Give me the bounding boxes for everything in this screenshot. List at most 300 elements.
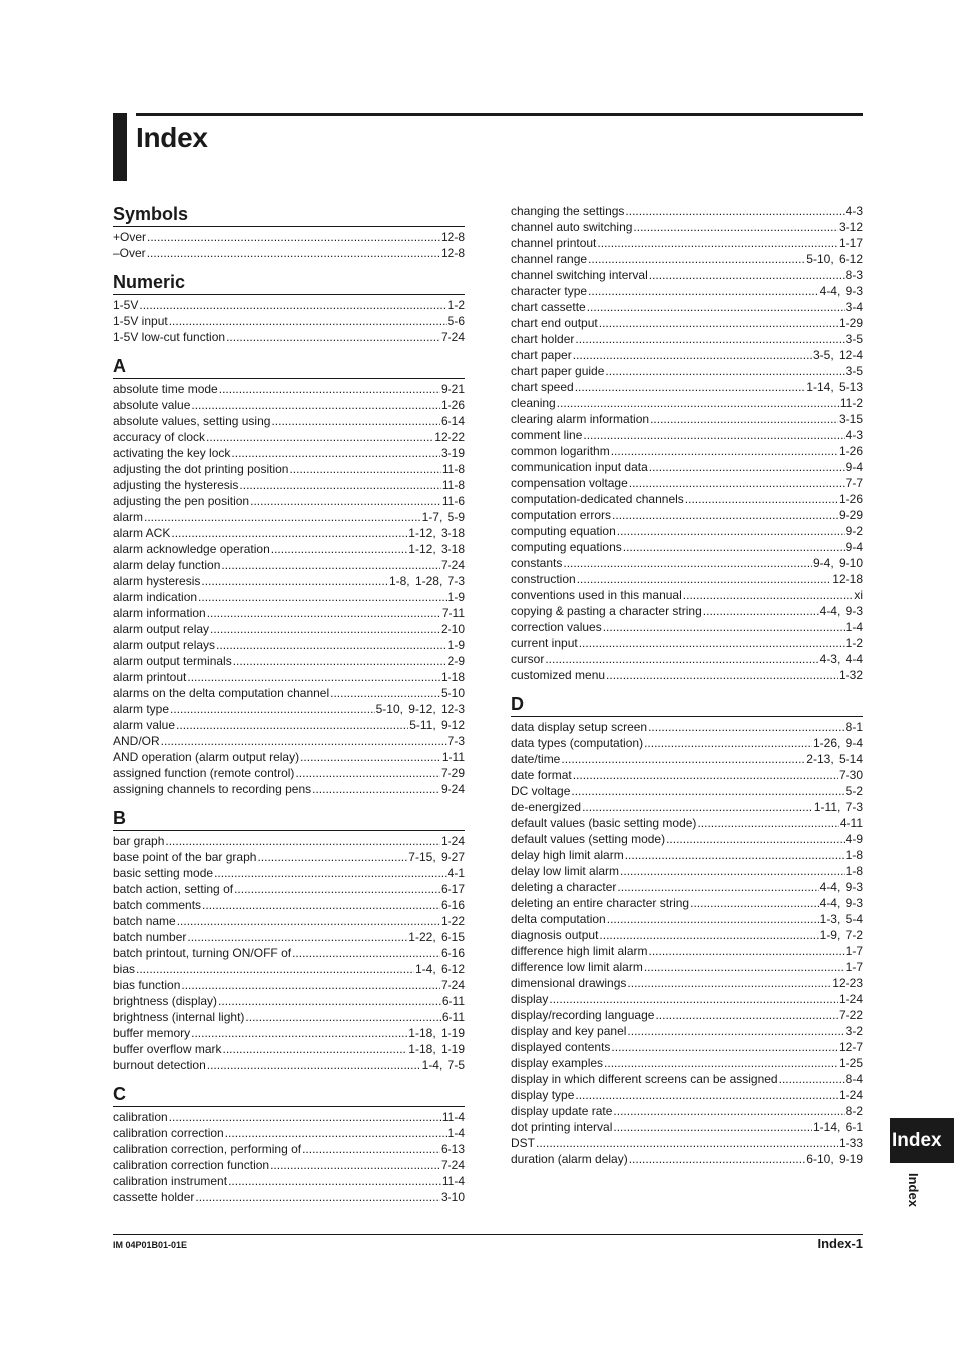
dot-leader [231, 445, 440, 461]
entry-pages[interactable]: 1-4 [845, 620, 863, 634]
entry-pages[interactable]: 7-15, 9-27 [408, 850, 465, 864]
entry-pages[interactable]: 1-9 [447, 590, 465, 604]
index-entry [113, 229, 465, 245]
dot-leader [625, 203, 844, 219]
index-entry [511, 815, 863, 831]
entry-pages[interactable]: 1-26 [440, 398, 465, 412]
index-column-left [113, 203, 465, 1215]
entry-term: alarm output relay [113, 622, 210, 636]
entry-pages[interactable]: 6-13 [440, 1142, 465, 1156]
entry-pages[interactable]: 3-5 [845, 364, 863, 378]
index-entry [511, 879, 863, 895]
entry-pages[interactable]: 7-24 [440, 1158, 465, 1172]
entry-pages[interactable]: 3-12 [838, 220, 863, 234]
dot-leader [302, 1141, 440, 1157]
dot-leader [226, 329, 440, 345]
index-entry [511, 427, 863, 443]
entry-pages[interactable]: 7-29 [440, 766, 465, 780]
entry-pages[interactable]: 1-14, 6-1 [812, 1120, 863, 1134]
entry-pages[interactable]: 1-8, 1-28, 7-3 [388, 574, 465, 588]
dot-leader [219, 381, 440, 397]
index-entry [511, 831, 863, 847]
index-entry [511, 911, 863, 927]
index-entry [511, 619, 863, 635]
entry-term: buffer overflow mark [113, 1042, 222, 1056]
entry-term: adjusting the pen position [113, 494, 250, 508]
entry-pages[interactable]: 1-9, 7-2 [819, 928, 863, 942]
index-entry [511, 475, 863, 491]
index-entry [113, 765, 465, 781]
entry-pages[interactable]: 6-16 [440, 898, 465, 912]
dot-leader [583, 427, 844, 443]
entry-pages[interactable]: 2-13, 5-14 [806, 752, 863, 766]
entry-term: bar graph [113, 834, 165, 848]
entry-pages[interactable]: 4-4, 9-3 [819, 896, 863, 910]
index-entry [511, 959, 863, 975]
entry-pages[interactable]: 11-8 [441, 478, 465, 492]
entry-pages[interactable]: 6-11 [441, 1010, 465, 1024]
title-bar-marker [113, 113, 127, 181]
dot-leader [606, 667, 838, 683]
entry-pages[interactable]: 3-10 [440, 1190, 465, 1204]
index-entry [113, 1141, 465, 1157]
index-entry [113, 477, 465, 493]
index-entry [511, 943, 863, 959]
index-entry [511, 267, 863, 283]
entry-pages[interactable]: 8-3 [845, 268, 863, 282]
index-tab[interactable]: Index [890, 1118, 954, 1163]
dot-leader [629, 475, 845, 491]
entry-pages[interactable]: 9-29 [838, 508, 863, 522]
entry-term: adjusting the hysteresis [113, 478, 239, 492]
index-group [511, 203, 863, 683]
entry-term: batch printout, turning ON/OFF of [113, 946, 292, 960]
entry-term: delay low limit alarm [511, 864, 620, 878]
index-entry [113, 621, 465, 637]
dot-leader [207, 605, 441, 621]
entry-term: deleting an entire character string [511, 896, 690, 910]
entry-term: dimensional drawings [511, 976, 627, 990]
entry-term: absolute value [113, 398, 191, 412]
entry-pages[interactable]: 1-18, 1-19 [408, 1026, 465, 1040]
dot-leader [295, 765, 440, 781]
entry-pages[interactable]: 12-22 [434, 430, 465, 444]
dot-leader [225, 1125, 447, 1141]
entry-term: calibration correction, performing of [113, 1142, 302, 1156]
entry-pages[interactable]: 9-21 [440, 382, 465, 396]
entry-term: –Over [113, 246, 146, 260]
dot-leader [685, 491, 838, 507]
index-entry [511, 331, 863, 347]
entry-term: computing equation [511, 524, 616, 538]
dot-leader [650, 411, 838, 427]
index-entry [113, 573, 465, 589]
entry-term: displayed contents [511, 1040, 611, 1054]
entry-pages[interactable]: 8-1 [845, 720, 863, 734]
entry-pages[interactable]: 1-32 [838, 668, 863, 682]
dot-leader [613, 1119, 812, 1135]
entry-pages[interactable]: 12-18 [832, 572, 863, 586]
index-entry [113, 1189, 465, 1205]
entry-pages[interactable]: 1-2 [447, 298, 465, 312]
dot-leader [603, 619, 845, 635]
entry-pages[interactable]: 1-24 [838, 1088, 863, 1102]
entry-pages[interactable]: 3-4 [845, 300, 863, 314]
index-group [113, 807, 465, 1073]
entry-pages[interactable]: 5-2 [845, 784, 863, 798]
entry-pages[interactable]: 4-1 [447, 866, 465, 880]
entry-pages[interactable]: 5-11, 9-12 [409, 718, 465, 732]
dot-leader [612, 507, 838, 523]
section-heading: A [113, 355, 465, 379]
footer-page-number: Index-1 [817, 1236, 863, 1251]
dot-leader [191, 1025, 407, 1041]
entry-term: display type [511, 1088, 575, 1102]
entry-pages[interactable]: 12-7 [838, 1040, 863, 1054]
index-entry [511, 555, 863, 571]
entry-pages[interactable]: 3-5, 12-4 [812, 348, 863, 362]
index-entry [113, 525, 465, 541]
entry-pages[interactable]: 7-11 [441, 606, 465, 620]
entry-pages[interactable]: 5-10, 6-12 [806, 252, 863, 266]
entry-pages[interactable]: 1-4 [447, 1126, 465, 1140]
entry-pages[interactable]: 5-10 [440, 686, 465, 700]
index-entry [113, 541, 465, 557]
entry-pages[interactable]: 6-17 [440, 882, 465, 896]
dot-leader [218, 993, 441, 1009]
entry-pages[interactable]: 11-2 [839, 396, 863, 410]
entry-pages[interactable]: 3-2 [845, 1024, 863, 1038]
entry-pages[interactable]: 12-23 [832, 976, 863, 990]
index-entry [511, 571, 863, 587]
entry-pages[interactable]: 7-24 [440, 978, 465, 992]
index-column-right [511, 203, 863, 1177]
dot-leader [587, 299, 845, 315]
entry-term: alarm value [113, 718, 176, 732]
index-entry [511, 1007, 863, 1023]
entry-pages[interactable]: 12-8 [440, 246, 465, 260]
index-entry [113, 1157, 465, 1173]
entry-pages[interactable]: 1-33 [838, 1136, 863, 1150]
entry-pages[interactable]: 1-29 [838, 316, 863, 330]
entry-term: alarm ACK [113, 526, 171, 540]
entry-term: chart paper [511, 348, 572, 362]
entry-pages[interactable]: 4-11 [839, 816, 863, 830]
dot-leader [234, 881, 440, 897]
index-entry [113, 865, 465, 881]
dot-leader [561, 751, 805, 767]
entry-term: alarm output terminals [113, 654, 232, 668]
index-group [511, 693, 863, 1167]
dot-leader [257, 849, 407, 865]
entry-pages[interactable]: 1-17 [838, 236, 863, 250]
entry-pages[interactable]: 4-4, 9-3 [819, 604, 863, 618]
entry-pages[interactable]: 1-25 [838, 1056, 863, 1070]
entry-term: cassette holder [113, 1190, 195, 1204]
index-entry [113, 313, 465, 329]
dot-leader [161, 733, 447, 749]
dot-leader [202, 897, 440, 913]
index-group [113, 355, 465, 797]
index-entry [113, 781, 465, 797]
index-entry [511, 443, 863, 459]
entry-pages[interactable]: 1-22, 6-15 [408, 930, 465, 944]
entry-pages[interactable]: 2-10 [440, 622, 465, 636]
entry-pages[interactable]: 1-11 [441, 750, 465, 764]
dot-leader [648, 719, 845, 735]
index-entry [511, 975, 863, 991]
entry-pages[interactable]: 9-4, 9-10 [812, 556, 863, 570]
entry-term: batch action, setting of [113, 882, 234, 896]
entry-pages[interactable]: 1-7 [845, 944, 863, 958]
entry-term: alarm acknowledge operation [113, 542, 270, 556]
entry-pages[interactable]: 6-11 [441, 994, 465, 1008]
entry-pages[interactable]: 1-18, 1-19 [408, 1042, 465, 1056]
dot-leader [271, 413, 440, 429]
entry-pages[interactable]: 1-4, 6-12 [414, 962, 465, 976]
entry-term: constants [511, 556, 563, 570]
entry-term: display [511, 992, 549, 1006]
entry-term: brightness (display) [113, 994, 218, 1008]
dot-leader [604, 1055, 838, 1071]
entry-pages[interactable]: 7-3 [447, 734, 465, 748]
entry-pages[interactable]: 11-4 [441, 1174, 465, 1188]
dot-leader [655, 1007, 838, 1023]
entry-pages[interactable]: 9-4 [845, 540, 863, 554]
index-entry [511, 895, 863, 911]
entry-term: absolute values, setting using [113, 414, 271, 428]
entry-term: accuracy of clock [113, 430, 206, 444]
index-entry [113, 509, 465, 525]
entry-term: computation errors [511, 508, 612, 522]
index-entry [113, 977, 465, 993]
dot-leader [617, 879, 818, 895]
entry-term: absolute time mode [113, 382, 218, 396]
index-entry [511, 719, 863, 735]
entry-term: batch number [113, 930, 187, 944]
entry-term: common logarithm [511, 444, 610, 458]
dot-leader [573, 767, 838, 783]
entry-pages[interactable]: 1-14, 5-13 [806, 380, 863, 394]
entry-term: display examples [511, 1056, 604, 1070]
dot-leader [221, 557, 440, 573]
entry-term: AND/OR [113, 734, 160, 748]
dot-leader [239, 477, 440, 493]
dot-leader [779, 1071, 845, 1087]
entry-pages[interactable]: 8-2 [845, 1104, 863, 1118]
entry-pages[interactable]: 2-9 [447, 654, 465, 668]
entry-term: +Over [113, 230, 147, 244]
entry-pages[interactable]: 1-3, 5-4 [819, 912, 863, 926]
index-entry [511, 847, 863, 863]
entry-pages[interactable]: 4-3 [845, 428, 863, 442]
index-entry [113, 557, 465, 573]
entry-pages[interactable]: 1-9 [447, 638, 465, 652]
dot-leader [690, 895, 819, 911]
index-entry [511, 395, 863, 411]
entry-pages[interactable]: 1-2 [845, 636, 863, 650]
entry-term: alarm output relays [113, 638, 216, 652]
entry-pages[interactable]: 1-24 [838, 992, 863, 1006]
entry-term: display and key panel [511, 1024, 627, 1038]
dot-leader [649, 459, 845, 475]
index-entry [511, 1039, 863, 1055]
section-heading: Symbols [113, 203, 465, 227]
index-entry [511, 1135, 863, 1151]
index-entry [511, 1087, 863, 1103]
entry-pages[interactable]: 3-15 [838, 412, 863, 426]
entry-pages[interactable]: 11-8 [441, 462, 465, 476]
entry-term: current input [511, 636, 578, 650]
index-entry [113, 605, 465, 621]
index-entry [113, 833, 465, 849]
index-entry [511, 863, 863, 879]
dot-leader [599, 315, 838, 331]
entry-pages[interactable]: 8-4 [845, 1072, 863, 1086]
entry-pages[interactable]: 1-26, 9-4 [812, 736, 863, 750]
entry-term: assigning channels to recording pens [113, 782, 312, 796]
index-entry [113, 669, 465, 685]
dot-leader [545, 651, 818, 667]
entry-pages[interactable]: 6-10, 9-19 [806, 1152, 863, 1166]
dot-leader [649, 267, 845, 283]
dot-leader [187, 669, 440, 685]
index-entry [511, 799, 863, 815]
index-entry [511, 251, 863, 267]
dot-leader [644, 735, 812, 751]
entry-pages[interactable]: 1-7, 5-9 [421, 510, 465, 524]
index-entry [113, 329, 465, 345]
entry-pages[interactable]: 1-11, 7-3 [813, 800, 863, 814]
dot-leader [250, 493, 441, 509]
entry-pages[interactable]: 5-10, 9-12, 12-3 [375, 702, 465, 716]
index-entry [511, 1151, 863, 1167]
entry-pages[interactable]: 9-2 [845, 524, 863, 538]
index-entry [511, 459, 863, 475]
entry-pages[interactable]: 4-9 [845, 832, 863, 846]
dot-leader [623, 539, 845, 555]
index-entry [113, 733, 465, 749]
entry-pages[interactable]: 7-7 [845, 476, 863, 490]
dot-leader [144, 509, 421, 525]
index-entry [113, 749, 465, 765]
entry-pages[interactable]: 4-4, 9-3 [819, 880, 863, 894]
dot-leader [611, 443, 838, 459]
entry-pages[interactable]: 1-8 [845, 864, 863, 878]
entry-pages[interactable]: 5-6 [447, 314, 465, 328]
entry-pages[interactable]: 4-3, 4-4 [819, 652, 863, 666]
entry-pages[interactable]: 6-14 [440, 414, 465, 428]
entry-pages[interactable]: 11-4 [441, 1110, 465, 1124]
index-entry [113, 929, 465, 945]
entry-term: calibration [113, 1110, 168, 1124]
entry-pages[interactable]: 7-30 [838, 768, 863, 782]
entry-pages[interactable]: 6-16 [440, 946, 465, 960]
entry-pages[interactable]: 1-22 [440, 914, 465, 928]
index-entry [113, 897, 465, 913]
entry-term: assigned function (remote control) [113, 766, 295, 780]
index-entry [511, 735, 863, 751]
dot-leader [312, 781, 440, 797]
entry-pages[interactable]: 7-22 [838, 1008, 863, 1022]
entry-pages[interactable]: 1-24 [440, 834, 465, 848]
entry-pages[interactable]: 4-4, 9-3 [819, 284, 863, 298]
dot-leader [210, 621, 440, 637]
entry-pages[interactable]: 9-4 [845, 460, 863, 474]
entry-term: batch comments [113, 898, 202, 912]
entry-pages[interactable]: 1-7 [845, 960, 863, 974]
index-entry [511, 1071, 863, 1087]
entry-term: 1-5V [113, 298, 139, 312]
entry-term: display/recording language [511, 1008, 655, 1022]
index-entry [113, 637, 465, 653]
entry-term: channel switching interval [511, 268, 648, 282]
index-entry [511, 635, 863, 651]
dot-leader [573, 347, 812, 363]
entry-pages[interactable]: 9-24 [440, 782, 465, 796]
entry-pages[interactable]: 7-24 [440, 558, 465, 572]
index-entry [113, 717, 465, 733]
entry-term: bias function [113, 978, 181, 992]
entry-term: 1-5V input [113, 314, 168, 328]
entry-pages[interactable]: 1-18 [440, 670, 465, 684]
entry-term: chart end output [511, 316, 598, 330]
dot-leader [195, 1189, 440, 1205]
entry-pages[interactable]: 1-12, 3-18 [408, 526, 465, 540]
entry-pages[interactable]: 1-12, 3-18 [408, 542, 465, 556]
entry-term: compensation voltage [511, 476, 628, 490]
dot-leader [177, 913, 440, 929]
entry-pages[interactable]: 11-6 [441, 494, 465, 508]
dot-leader [620, 863, 845, 879]
index-entry [511, 1055, 863, 1071]
entry-term: character type [511, 284, 588, 298]
entry-pages[interactable]: 1-8 [845, 848, 863, 862]
entry-term: alarm [113, 510, 144, 524]
entry-term: batch name [113, 914, 176, 928]
entry-term: delay high limit alarm [511, 848, 624, 862]
entry-pages[interactable]: 1-26 [838, 444, 863, 458]
entry-pages[interactable]: 12-8 [440, 230, 465, 244]
entry-pages[interactable]: 3-5 [845, 332, 863, 346]
entry-term: buffer memory [113, 1026, 191, 1040]
dot-leader [245, 1009, 440, 1025]
index-entry [113, 1125, 465, 1141]
section-heading: B [113, 807, 465, 831]
entry-term: 1-5V low-cut function [113, 330, 226, 344]
index-entry [511, 491, 863, 507]
index-entry [511, 411, 863, 427]
dot-leader [649, 943, 845, 959]
entry-pages[interactable]: 1-4, 7-5 [421, 1058, 465, 1072]
entry-term: cursor [511, 652, 545, 666]
dot-leader [666, 831, 845, 847]
index-entry [113, 1173, 465, 1189]
dot-leader [644, 959, 845, 975]
index-entry [113, 413, 465, 429]
entry-term: difference low limit alarm [511, 960, 643, 974]
entry-pages[interactable]: 7-24 [440, 330, 465, 344]
entry-pages[interactable]: 3-19 [440, 446, 465, 460]
entry-pages[interactable]: 4-3 [845, 204, 863, 218]
entry-pages[interactable]: xi [854, 588, 863, 602]
dot-leader [223, 1041, 408, 1057]
index-entry [511, 219, 863, 235]
index-group [113, 271, 465, 345]
entry-pages[interactable]: 1-26 [838, 492, 863, 506]
entry-term: correction values [511, 620, 602, 634]
dot-leader [214, 865, 447, 881]
